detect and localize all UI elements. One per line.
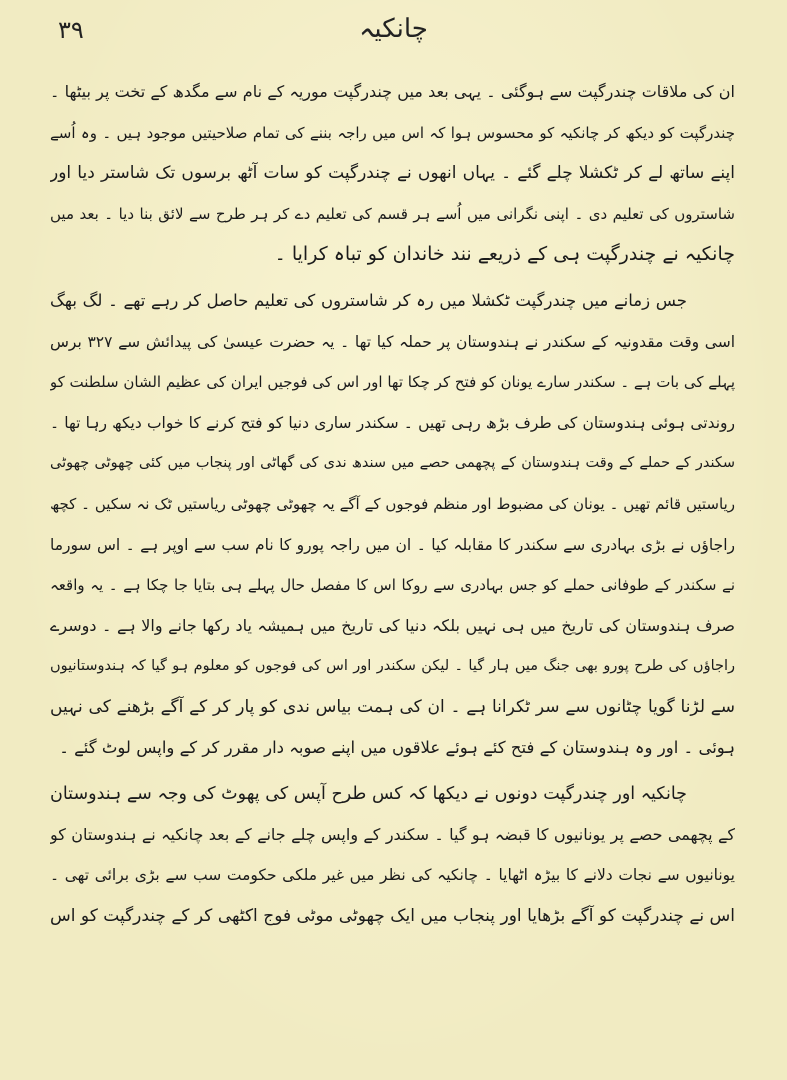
text-line: ان کی ملاقات چندرگپت سے ہوگئی ۔ یہی بعد میں چندرگپت موریہ کے نام سے مگدھ کے تخت پر بیٹھا ۔: [50, 82, 735, 101]
text-line: یونانیوں سے نجات دلانے کا بیڑہ اٹھایا ۔ چانکیہ کی نظر میں غیر ملکی حکومت سب سے بڑی برائی تھی ۔: [50, 866, 735, 885]
text-line: شاستروں کی تعلیم دی ۔ اپنی نگرانی میں اُسے ہر قسم کی تعلیم دے کر ہر طرح سے لائق بنا دیا ۔ بعد میں: [50, 204, 735, 223]
text-line: چندرگپت کو دیکھ کر چانکیہ کو محسوس ہوا کہ اس میں راجہ بننے کی تمام صلاحیتیں موجود ہیں ۔ وہ اُسے: [50, 123, 735, 142]
page-header: [0, 14, 787, 54]
text-line: راجاؤں کی طرح پورو بھی جنگ میں ہار گیا ۔ لیکن سکندر اور اس کی فوجوں کو معلوم ہو گیا کہ ہندوستانیوں: [50, 658, 735, 675]
text-line: ریاستیں قائم تھیں ۔ یونان کی مضبوط اور منظم فوجوں کے آگے یہ چھوٹی چھوٹی ریاستیں ٹک نہ سکیں ۔ کچھ: [50, 494, 735, 513]
text-line: سے لڑنا گویا چٹانوں سے سر ٹکرانا ہے ۔ ان کی ہمت بیاس ندی کو پار کر کے آگے بڑھنے کی نہیں: [50, 696, 735, 717]
text-line: ہوئی ۔ اور وہ ہندوستان کے فتح کئے ہوئے علاقوں میں اپنے صوبہ دار مقرر کر کے واپس لوٹ گئے ۔: [59, 737, 735, 757]
text-line: چانکیہ نے چندرگپت ہی کے ذریعے نند خاندان کو تباہ کرایا ۔: [274, 243, 735, 266]
paragraph-3: [50, 774, 735, 936]
text-line: اسی وقت مقدونیہ کے سکندر نے ہندوستان پر حملہ کیا تھا ۔ یہ حضرت عیسیٰ کی پیدائش سے ۳۲۷ برس: [50, 332, 735, 351]
body-text: [50, 72, 735, 936]
text-line: پہلے کی بات ہے ۔ سکندر سارے یونان کو فتح کر چکا تھا اور اس کی فوجیں ایران کی عظیم الشان سلطنت کو: [50, 373, 735, 392]
text-line: اپنے ساتھ لے کر ٹکشلا چلے گئے ۔ یہاں انھوں نے چندرگپت کو سات آٹھ برسوں تک شاستر دیا اور: [50, 163, 735, 184]
text-line: جس زمانے میں چندرگپت ٹکشلا میں رہ کر شاستروں کی تعلیم حاصل کر رہے تھے ۔ لگ بھگ: [50, 290, 687, 310]
text-line: صرف ہندوستان کی تاریخ میں ہی نہیں بلکہ دنیا کی تاریخ میں ہمیشہ یاد رکھا جانے والا ہے ۔ دوسرے: [50, 615, 735, 635]
page-number: ۳۹: [58, 16, 84, 44]
text-line: کے پچھمی حصے پر یونانیوں کا قبضہ ہو گیا ۔ سکندر کے واپس چلے جانے کے بعد چانکیہ نے ہندوستان کو: [50, 824, 735, 844]
running-title: چانکیہ: [359, 14, 428, 44]
text-line: اس نے چندرگپت کو آگے بڑھایا اور پنجاب میں ایک چھوٹی موٹی فوج اکٹھی کر کے چندرگپت کو اس: [50, 905, 735, 926]
text-line: چانکیہ اور چندرگپت دونوں نے دیکھا کہ کس طرح آپس کی پھوٹ کی وجہ سے ہندوستان: [50, 784, 687, 805]
text-line: روندتی ہوئی ہندوستان کی طرف بڑھ رہی تھیں ۔ سکندر ساری دنیا کو فتح کرنے کا خواب دیکھ رہا تھا ۔: [50, 413, 735, 432]
paragraph-1: [50, 72, 735, 275]
text-line: نے سکندر کے طوفانی حملے کو جس بہادری سے روکا اس کا مفصل حال پہلے ہی بتایا جا چکا ہے ۔ یہ واقعہ: [50, 576, 735, 595]
text-line: راجاؤں نے بڑی بہادری سے سکندر کا مقابلہ کیا ۔ ان میں راجہ پورو کا نام سب سے اوپر ہے ۔ اس سورما: [50, 535, 735, 554]
text-line: سکندر کے حملے کے وقت ہندوستان کے پچھمی حصے میں سندھ ندی کی گھاٹی اور پنجاب میں کئی چھوٹی چھوٹی: [50, 455, 735, 472]
paragraph-2: [50, 281, 735, 768]
